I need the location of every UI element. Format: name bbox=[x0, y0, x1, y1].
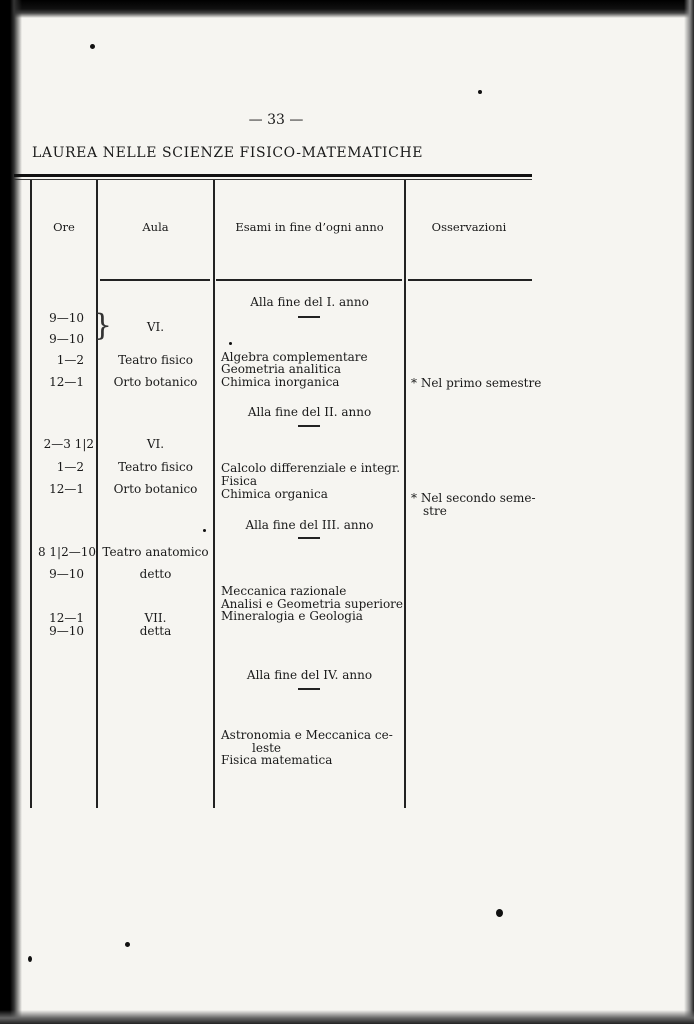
room-cell: Orto botanico bbox=[113, 482, 198, 496]
exam-name: Fisica matematica bbox=[221, 753, 333, 767]
page-title: LAUREA NELLE SCIENZE FISICO-MATEMATICHE bbox=[32, 145, 424, 161]
exam-name: Fisica bbox=[221, 474, 258, 488]
column-divider bbox=[213, 180, 215, 808]
ink-speck bbox=[478, 90, 482, 94]
room-cell: detta bbox=[139, 624, 172, 638]
page-edge-top bbox=[0, 0, 694, 18]
heading-dash bbox=[298, 537, 320, 539]
exam-name: Algebra complementare bbox=[221, 350, 368, 364]
year-heading: Alla fine del I. anno bbox=[250, 295, 369, 309]
hours-cell: 9—10 bbox=[49, 624, 84, 638]
room-cell: Teatro fisico bbox=[118, 353, 193, 367]
exam-name: Geometria analitica bbox=[221, 362, 342, 376]
header-rule bbox=[100, 279, 210, 281]
exam-name: Mineralogia e Geologia bbox=[221, 609, 363, 623]
ink-speck bbox=[203, 529, 206, 532]
hours-cell: 12—1 bbox=[49, 375, 84, 389]
year-heading: Alla fine del III. anno bbox=[245, 518, 374, 532]
ink-speck bbox=[125, 942, 130, 947]
page-edge-bottom bbox=[0, 1010, 694, 1024]
year-heading: Alla fine del II. anno bbox=[247, 405, 372, 419]
ink-speck bbox=[90, 44, 95, 49]
heading-dash bbox=[298, 688, 320, 690]
hours-cell: 12—1 bbox=[49, 482, 84, 496]
hours-cell: 9—10 bbox=[49, 567, 84, 581]
room-cell: detto bbox=[139, 567, 172, 581]
title-rule-thin bbox=[14, 179, 532, 180]
room-cell: VII. bbox=[144, 611, 167, 625]
ink-speck bbox=[28, 956, 32, 962]
hours-cell: 1—2 bbox=[56, 460, 84, 474]
exam-name: Astronomia e Meccanica ce- bbox=[221, 728, 393, 742]
exam-name: Analisi e Geometria superiore bbox=[221, 597, 404, 611]
page-number: — 33 — bbox=[248, 112, 304, 128]
hours-cell: 12—1 bbox=[49, 611, 84, 625]
observation-note: * Nel primo semestre bbox=[411, 376, 542, 390]
room-cell: VI. bbox=[146, 320, 165, 334]
header-rule bbox=[216, 279, 402, 281]
hours-cell: 9—10 bbox=[49, 332, 84, 346]
observation-note: stre bbox=[423, 504, 447, 518]
title-rule bbox=[14, 174, 532, 177]
hours-cell: 8 1|2—10 bbox=[37, 545, 96, 559]
ink-speck bbox=[496, 909, 503, 917]
hours-cell: 9—10 bbox=[49, 311, 84, 325]
room-cell: VI. bbox=[146, 437, 165, 451]
header-esami: Esami in fine d’ogni anno bbox=[235, 220, 384, 234]
page-edge-left bbox=[0, 0, 22, 1024]
brace: } bbox=[93, 308, 113, 343]
hours-cell: 1—2 bbox=[56, 353, 84, 367]
observation-note: * Nel secondo seme- bbox=[411, 491, 536, 505]
heading-dash bbox=[298, 316, 320, 318]
hours-cell: 2—3 1|2 bbox=[43, 437, 94, 451]
header-aula: Aula bbox=[142, 220, 169, 234]
column-divider bbox=[404, 180, 406, 808]
room-cell: Teatro fisico bbox=[118, 460, 193, 474]
column-divider bbox=[30, 180, 32, 808]
header-osservazioni: Osservazioni bbox=[431, 220, 507, 234]
exam-name: Chimica inorganica bbox=[221, 375, 340, 389]
room-cell: Orto botanico bbox=[113, 375, 198, 389]
heading-dash bbox=[298, 425, 320, 427]
header-rule bbox=[408, 279, 532, 281]
exam-name: Calcolo differenziale e integr. bbox=[221, 461, 401, 475]
ink-speck bbox=[229, 342, 232, 345]
exam-name: Meccanica razionale bbox=[221, 584, 347, 598]
exam-name: Chimica organica bbox=[221, 487, 328, 501]
header-ore: Ore bbox=[53, 220, 75, 234]
exam-name: leste bbox=[252, 741, 282, 755]
page-edge-right bbox=[684, 0, 694, 1024]
year-heading: Alla fine del IV. anno bbox=[246, 668, 373, 682]
room-cell: Teatro anatomico bbox=[102, 545, 209, 559]
